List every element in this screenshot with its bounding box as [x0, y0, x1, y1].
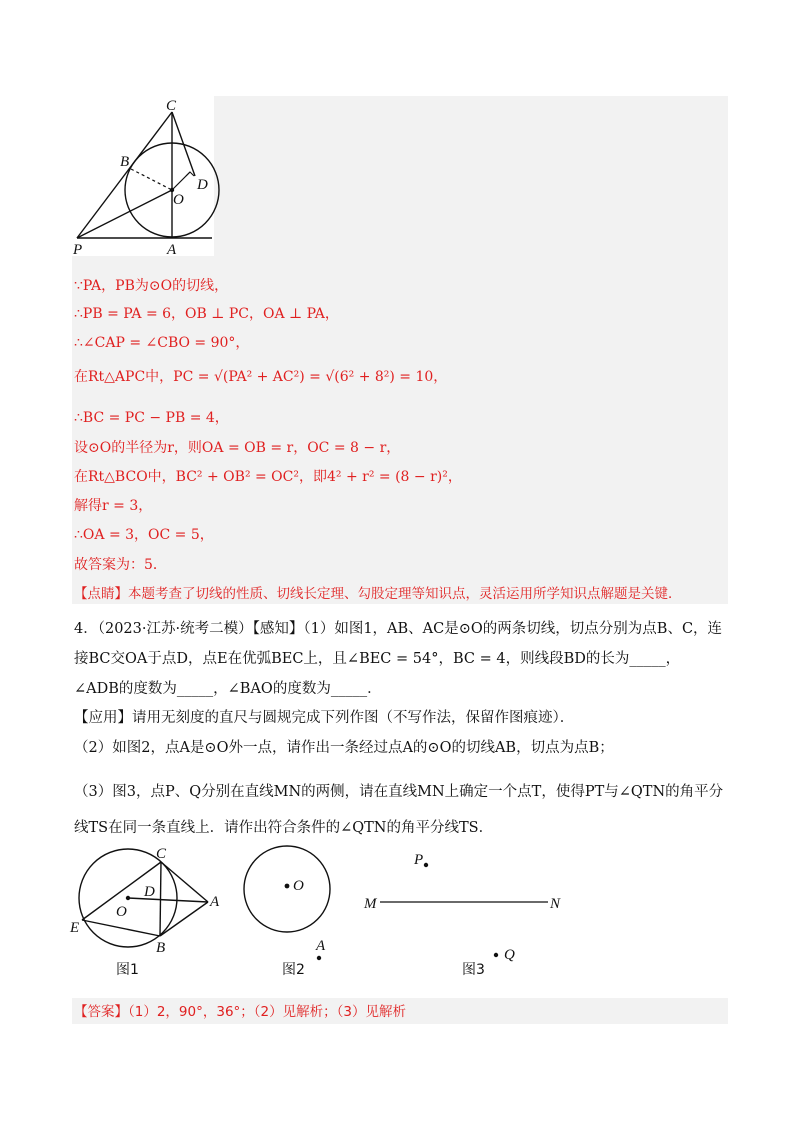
solution-line-3: ∴∠CAP = ∠CBO = 90°，: [74, 335, 250, 351]
fig1-label-a: A: [210, 894, 220, 910]
fig2-caption: 图2: [282, 962, 305, 978]
fig-label-p: P: [73, 242, 83, 256]
solution-comment: [74, 584, 682, 604]
fig1-label-c: C: [156, 846, 167, 862]
comment-tag: 【点睛】: [74, 586, 128, 602]
fig2-label-o: O: [293, 878, 304, 894]
fig3-label-p: P: [414, 852, 424, 868]
fig-label-c: C: [166, 98, 177, 114]
fig1-label-o: O: [116, 904, 127, 920]
answer-text: （1）2，90°，36°；（2）见解析；（3）见解析: [128, 1004, 406, 1020]
solution-line-6: 设⊙O的半径为r，则OA = OB = r，OC = 8 − r，: [74, 440, 401, 456]
solution-line-7: 在Rt△BCO中，BC² + OB² = OC²，即4² + r² = (8 − r)²，: [74, 469, 462, 485]
question-source: （2023·江苏·统考二模）: [97, 621, 253, 637]
figure-1: [68, 842, 228, 982]
solution-line-10: 故答案为：5．: [74, 557, 167, 573]
fig1-label-b: B: [156, 940, 166, 956]
solution-figure: [72, 96, 222, 256]
fig-label-d: D: [197, 177, 208, 193]
question-p1: [74, 614, 724, 704]
fig-label-o: O: [173, 192, 184, 208]
comment-text: 本题考查了切线的性质、切线长定理、勾股定理等知识点，灵活运用所学知识点解题是关键．: [128, 586, 682, 602]
fig1-label-e: E: [70, 920, 80, 936]
solution-line-2: ∴PB = PA = 6，OB ⊥ PC，OA ⊥ PA，: [74, 306, 339, 322]
application-text: 请用无刻度的直尺与圆规完成下列作图（不写作法，保留作图痕迹）．: [132, 710, 575, 726]
fig3-caption: 图3: [462, 962, 485, 978]
fig-label-a: A: [167, 242, 177, 256]
perception-tag: 【感知】: [252, 621, 304, 637]
answer-line: [74, 1002, 406, 1022]
application-tag: 【应用】: [74, 710, 132, 726]
figure-3: [360, 842, 580, 982]
fig3-label-m: M: [364, 896, 377, 912]
solution-line-5: ∴BC = PC − PB = 4，: [74, 410, 229, 426]
question-part3: （3）图3，点P、Q分别在直线MN的两侧，请在直线MN上确定一个点T，使得PT与∠QTN的角平分线TS在同一条直线上．请作出符合条件的∠QTN的角平分线TS．: [74, 784, 724, 836]
fig-label-b: B: [120, 154, 130, 170]
question-part2: （2）如图2，点A是⊙O外一点，请作出一条经过点A的⊙O的切线AB，切点为点B；: [74, 740, 614, 756]
fig3-label-q: Q: [504, 947, 515, 963]
solution-line-9: ∴OA = 3，OC = 5，: [74, 527, 214, 543]
answer-tag: 【答案】: [74, 1004, 128, 1020]
fig1-label-d: D: [144, 884, 155, 900]
solution-line-4: 在Rt△APC中，PC = √(PA² + AC²) = √(6² + 8²) = 10，: [74, 369, 448, 385]
question-part1: （1）如图1，AB、AC是⊙O的两条切线，切点分别为点B、C，连接BC交OA于点D，点E在优弧BEC上，且∠BEC = 54°，BC = 4，则线段BD的长为_____，∠ADB的度数为_____，∠BAO的度数为_____．: [74, 621, 723, 697]
fig2-label-a: A: [316, 938, 326, 954]
solution-line-1: ∵PA，PB为⊙O的切线，: [74, 278, 229, 294]
figure-2: [238, 842, 348, 982]
question-number: 4．: [74, 621, 98, 637]
fig1-caption: 图1: [116, 962, 139, 978]
solution-line-8: 解得r = 3，: [74, 498, 153, 514]
question-application: [74, 707, 724, 729]
fig3-label-n: N: [550, 896, 561, 912]
